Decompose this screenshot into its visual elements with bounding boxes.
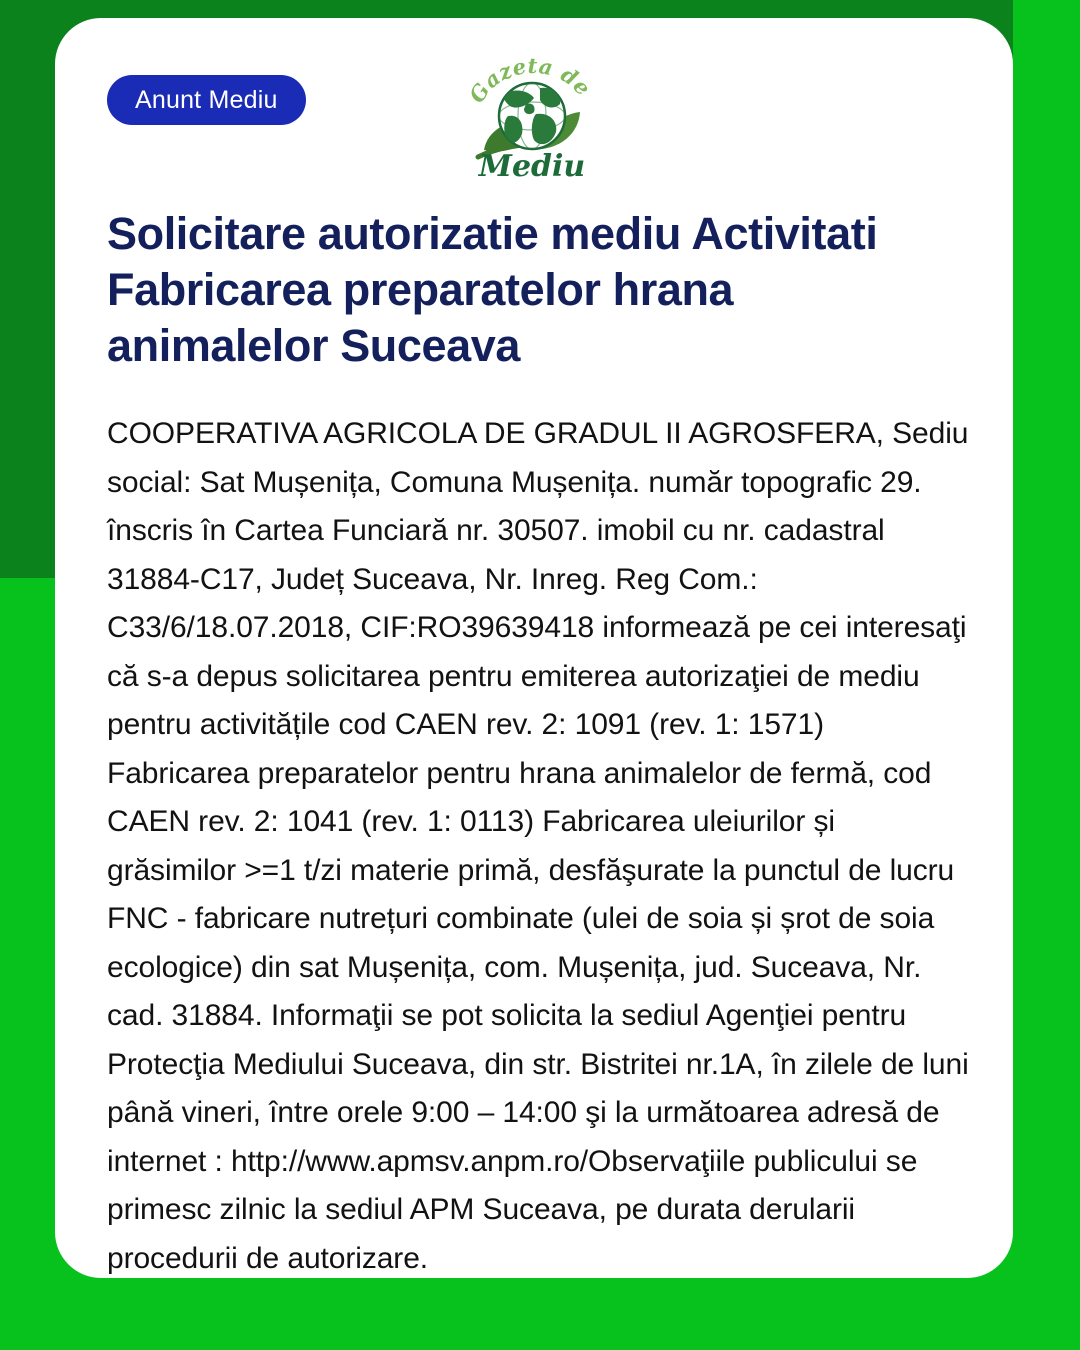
card-header xyxy=(107,56,965,182)
svg-text:Mediu: Mediu xyxy=(478,149,586,182)
announcement-body: COOPERATIVA AGRICOLA DE GRADUL II AGROSFERA, Sediu social: Sat Mușenița, Comuna Mușenița. număr topografic 29. înscris în Cartea Funciară nr. 30507. imobil cu nr. cadastral 31884-C17, Județ Suceava, Nr. Inreg. Reg Com.: C33/6/18.07.2018, CIF:RO39639418 informează pe cei interesaţi că s-a depus solicitarea pentru emiterea autorizaţiei de mediu pentru activitățile cod CAEN rev. 2: 1091 (rev. 1: 1571) Fabricarea preparatelor pentru hrana animalelor de fermă, cod CAEN rev. 2: 1041 (rev. 1: 0113) Fabricarea uleiurilor și grăsimilor >=1 t/zi materie primă, desfăşurate la punctul de lucru FNC - fabricare nutrețuri combinate (ulei de soia și șrot de soia ecologice) din sat Mușenița, com. Mușenița, jud. Suceava, Nr. cad. 31884. Informaţii se pot solicita la sediul Agenţiei pentru Protecţia Mediului Suceava, din str. Bistritei nr.1A, în zilele de luni până vineri, între orele 9:00 – 14:00 şi la următoarea adresă de internet : http://www.apmsv.anpm.ro/Observaţiile publicului se primesc zilnic la sediul APM Suceava, pe durata derularii procedurii de autorizare. xyxy=(107,417,977,1275)
gazeta-de-mediu-logo xyxy=(462,54,602,182)
announcement-card xyxy=(55,18,1013,1278)
card-content xyxy=(55,18,1013,1278)
svg-text:Gazeta de: Gazeta de xyxy=(463,54,597,108)
category-badge[interactable]: Anunt Mediu xyxy=(107,75,306,125)
page-title: Solicitare autorizatie mediu Activitati Fabricarea preparatelor hrana animalelor Suceava xyxy=(107,208,878,371)
